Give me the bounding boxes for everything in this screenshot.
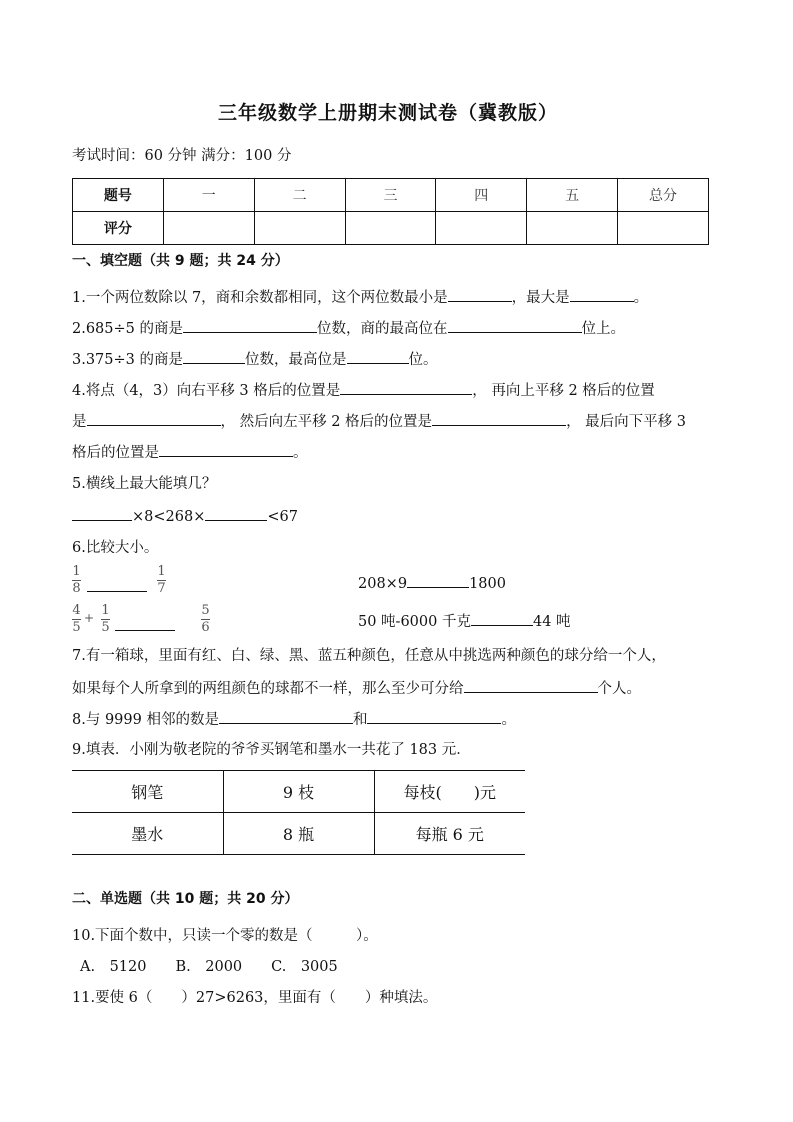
- q9-table: [72, 770, 525, 855]
- question-7-line1: 7.有一箱球，里面有红、白、绿、黑、蓝五种颜色，任意从中挑选两种颜色的球分给一个人，: [72, 648, 666, 664]
- q9-cell-item: 墨水: [72, 813, 223, 855]
- score-col: 总分: [618, 179, 709, 212]
- q9-cell-quantity: 9 枝: [223, 771, 374, 813]
- answer-blank[interactable]: [448, 287, 512, 302]
- q6-compare-1: [358, 573, 506, 594]
- q2-text-b: 位数，商的最高位在: [317, 321, 448, 337]
- q3-text-a: 3.375÷3 的商是: [72, 352, 183, 368]
- score-cell[interactable]: [163, 212, 254, 245]
- answer-blank[interactable]: [407, 573, 469, 588]
- score-cell[interactable]: [254, 212, 345, 245]
- score-table: [72, 178, 709, 245]
- answer-blank[interactable]: [570, 287, 634, 302]
- score-table-score-row: [73, 212, 709, 245]
- plus-sign: +: [84, 611, 95, 625]
- fraction-denominator: 5: [72, 620, 81, 635]
- q3-text-c: 位。: [408, 352, 438, 368]
- answer-blank[interactable]: [183, 349, 245, 364]
- score-col: 二: [254, 179, 345, 212]
- q7-text-b: 如果每个人所拿到的两组颜色的球都不一样，那么至少可分给: [72, 681, 464, 697]
- score-col: 三: [345, 179, 436, 212]
- answer-blank[interactable]: [87, 577, 147, 592]
- fraction-denominator: 5: [101, 620, 110, 635]
- q6-right-b: 44 吨: [532, 614, 571, 630]
- fraction-numerator: 1: [101, 603, 110, 618]
- section2-heading: 二、单选题（共 10 题；共 20 分）: [72, 891, 299, 907]
- q1-text-a: 1.一个两位数除以 7，商和余数都相同，这个两位数最小是: [72, 290, 448, 306]
- fraction-denominator: 8: [72, 581, 81, 596]
- fraction: [101, 604, 110, 635]
- score-cell[interactable]: [618, 212, 709, 245]
- question-5-expression: [72, 506, 298, 527]
- answer-blank[interactable]: [205, 506, 267, 521]
- answer-blank[interactable]: [464, 678, 598, 693]
- q8-text-c: 。: [501, 712, 516, 728]
- answer-blank[interactable]: [471, 611, 533, 626]
- score-col: 五: [527, 179, 618, 212]
- q8-text-b: 和: [352, 712, 368, 728]
- score-cell[interactable]: [345, 212, 436, 245]
- q8-text-a: 8.与 9999 相邻的数是: [72, 712, 219, 728]
- answer-blank[interactable]: [72, 506, 132, 521]
- q5-text-a: ×8<268×: [132, 509, 206, 525]
- q9-table-row: [72, 771, 525, 813]
- q5-text-b: <67: [267, 509, 298, 525]
- q6-right-a: 50 吨-6000 千克: [358, 614, 471, 630]
- fraction-denominator: 7: [157, 581, 166, 596]
- score-cell[interactable]: [527, 212, 618, 245]
- answer-blank[interactable]: [115, 616, 175, 631]
- score-cell[interactable]: [436, 212, 527, 245]
- question-4-line2: [72, 411, 686, 432]
- q9-cell-quantity: 8 瓶: [223, 813, 374, 855]
- fraction-numerator: 5: [201, 603, 210, 618]
- answer-blank[interactable]: [183, 318, 317, 333]
- fraction: [157, 565, 166, 596]
- q4-text-g: 。: [293, 445, 308, 461]
- score-table-header-row: [73, 179, 709, 212]
- fraction-denominator: 6: [201, 620, 210, 635]
- page-title: 三年级数学上册期末测试卷（冀教版）: [218, 102, 559, 124]
- answer-blank[interactable]: [219, 709, 353, 724]
- q2-text-c: 位上。: [581, 321, 625, 337]
- q4-text-f: 格后的位置是: [72, 445, 159, 461]
- question-2: [72, 318, 625, 339]
- q9-cell-price[interactable]: 每枝( )元: [374, 771, 525, 813]
- question-8: [72, 709, 516, 730]
- q9-cell-price: 每瓶 6 元: [374, 813, 525, 855]
- question-5-prompt: 5.横线上最大能填几？: [72, 476, 217, 492]
- answer-blank[interactable]: [367, 709, 501, 724]
- question-6-prompt: 6.比较大小。: [72, 540, 159, 556]
- question-9-prompt: 9.填表．小刚为敬老院的爷爷买钢笔和墨水一共花了 183 元．: [72, 742, 471, 758]
- q4-text-c: 是: [72, 414, 87, 430]
- q7-text-c: 个人。: [597, 681, 641, 697]
- fraction-numerator: 4: [72, 603, 81, 618]
- question-4-line3: [72, 442, 308, 463]
- fraction-numerator: 1: [72, 564, 81, 579]
- q4-text-d: ， 然后向左平移 2 格后的位置是: [220, 414, 433, 430]
- q9-table-row: [72, 813, 525, 855]
- question-10-options[interactable]: A. 5120 B. 2000 C. 3005: [80, 959, 338, 975]
- q4-text-b: ， 再向上平移 2 格后的位置: [472, 383, 655, 399]
- score-row-label: 评分: [73, 212, 164, 245]
- question-4-line1: [72, 380, 655, 401]
- section1-heading: 一、填空题（共 9 题；共 24 分）: [72, 253, 289, 269]
- fraction-numerator: 1: [157, 564, 166, 579]
- question-11-prompt: 11.要使 6（ ）27>6263，里面有（ ）种填法。: [72, 990, 438, 1006]
- fraction: [72, 565, 81, 596]
- answer-blank[interactable]: [432, 411, 566, 426]
- fraction: [201, 604, 210, 635]
- q1-text-c: 。: [633, 290, 649, 306]
- score-header-label: 题号: [73, 179, 164, 212]
- answer-blank[interactable]: [340, 380, 472, 395]
- q6-right-a: 208×9: [358, 576, 408, 592]
- answer-blank[interactable]: [87, 411, 221, 426]
- q1-text-b: ，最大是: [511, 290, 570, 306]
- question-10-prompt: 10.下面个数中，只读一个零的数是（ ）。: [72, 928, 378, 944]
- answer-blank[interactable]: [448, 318, 582, 333]
- answer-blank[interactable]: [347, 349, 409, 364]
- fraction: [72, 604, 81, 635]
- q2-text-a: 2.685÷5 的商是: [72, 321, 183, 337]
- question-7-line2: [72, 678, 641, 699]
- q4-text-a: 4.将点（4，3）向右平移 3 格后的位置是: [72, 383, 341, 399]
- answer-blank[interactable]: [159, 442, 293, 457]
- q9-cell-item: 钢笔: [72, 771, 223, 813]
- q3-text-b: 位数，最高位是: [245, 352, 347, 368]
- score-col: 一: [163, 179, 254, 212]
- q6-compare-2: [358, 611, 571, 632]
- exam-info: 考试时间：60 分钟 满分：100 分: [72, 148, 292, 164]
- q6-right-b: 1800: [469, 576, 506, 592]
- question-3: [72, 349, 438, 370]
- q4-text-e: ， 最后向下平移 3: [566, 414, 687, 430]
- question-1: [72, 287, 648, 308]
- score-col: 四: [436, 179, 527, 212]
